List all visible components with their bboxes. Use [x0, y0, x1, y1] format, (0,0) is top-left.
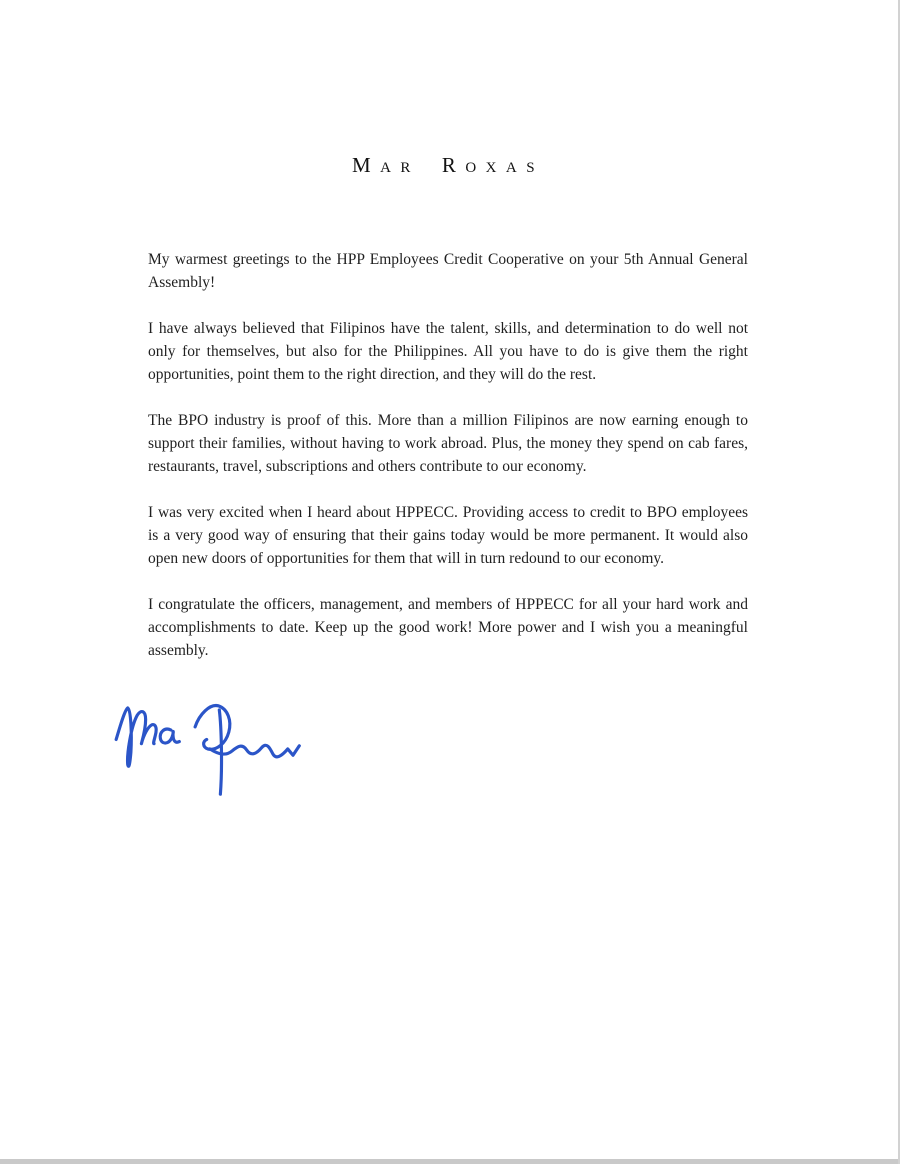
- paragraph-belief: I have always believed that Filipinos have the talent, skills, and determination to do well not only for themselves, but also for the Philippines. All you have to do is give them the right opportunities, point them to the right direction, and they will do the rest.: [148, 320, 748, 383]
- signature-svg: [113, 700, 313, 800]
- page-bottom-edge: [0, 1159, 898, 1164]
- letterhead-name: Mar Roxas: [351, 153, 544, 177]
- paragraph-greeting: My warmest greetings to the HPP Employees Credit Cooperative on your 5th Annual General Assembly!: [148, 251, 748, 291]
- paragraph-bpo-industry: The BPO industry is proof of this. More than a million Filipinos are now earning enough to support their families, without having to work abroad. Plus, the money they spend on cab fares, restaurants, travel, subscriptions and others contribute to our economy.: [148, 412, 748, 475]
- letter-body: [148, 248, 748, 662]
- signature-image: [113, 700, 313, 800]
- signature-ink: [116, 706, 299, 795]
- letter-content: [148, 152, 748, 800]
- paragraph-congratulations: I congratulate the officers, management, and members of HPPECC for all your hard work and accomplishments to date. Keep up the good work! More power and I wish you a meaningful assembly.: [148, 596, 748, 659]
- paragraph-hppecc: I was very excited when I heard about HPPECC. Providing access to credit to BPO employees is a very good way of ensuring that their gains today would be more permanent. It would also open new doors of opportunities for them that will in turn redound to our economy.: [148, 504, 748, 567]
